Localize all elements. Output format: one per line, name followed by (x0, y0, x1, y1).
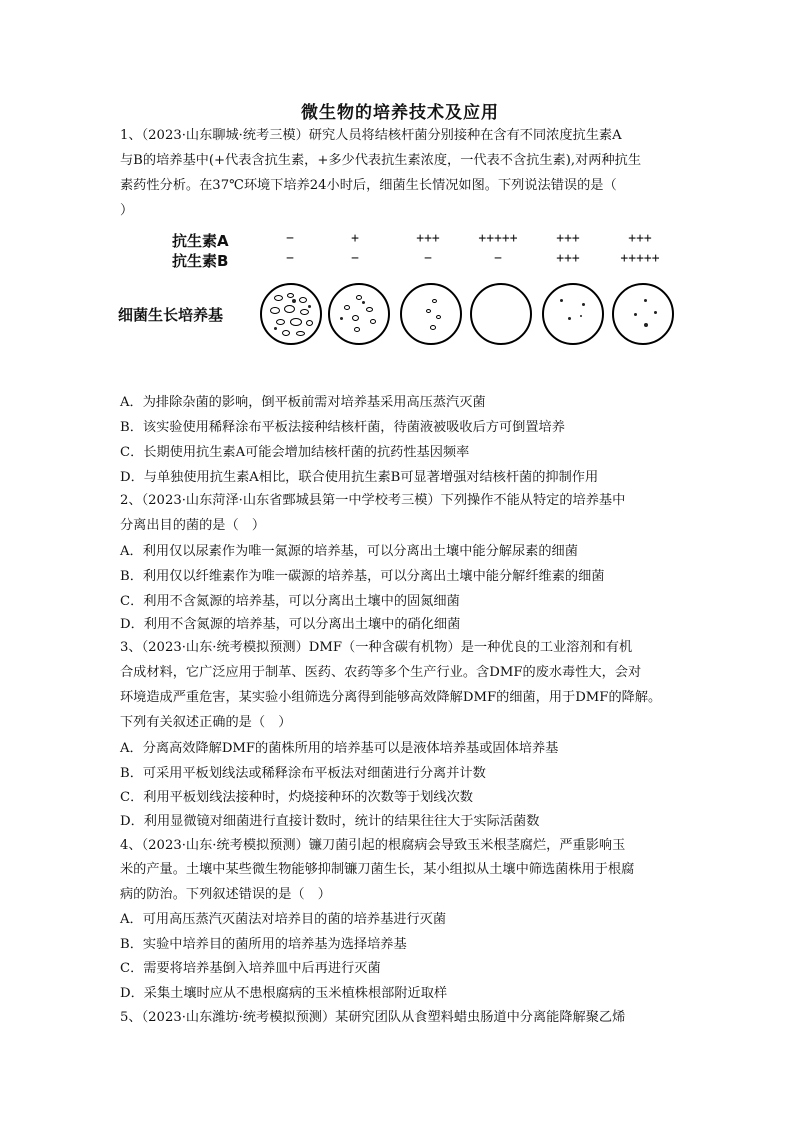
q5-stem-line: 5、（2023·山东潍坊·统考模拟预测）某研究团队从食塑料蜡虫肠道中分离能降解聚乙烯 (120, 1010, 626, 1025)
q1-option-b: B．该实验使用稀释涂布平板法接种结核杆菌，待菌液被吸收后方可倒置培养 (120, 420, 565, 435)
q2-stem-line: 分离出目的菌的是（ ） (120, 518, 266, 533)
antibiotic-a-level: + (351, 231, 359, 246)
q1-stem-line: 与B的培养基中(+代表含抗生素，+多少代表抗生素浓度，一代表不含抗生素),对两种抗生 (120, 153, 642, 168)
q2-stem-line: 2、（2023·山东菏泽·山东省鄄城县第一中学校考三模）下列操作不能从特定的培养基中 (120, 493, 626, 508)
q3-stem-line: 3、（2023·山东·统考模拟预测）DMF（一种含碳有机物）是一种优良的工业溶剂和有机 (120, 640, 633, 655)
q3-option-d: D．利用显微镜对细菌进行直接计数时，统计的结果往往大于实际活菌数 (120, 814, 540, 829)
q4-option-d: D．采集土壤时应从不患根腐病的玉米植株根部附近取样 (120, 986, 448, 1001)
q1-stem-line: 1、（2023·山东聊城·统考三模）研究人员将结核杆菌分别接种在含有不同浓度抗生素A (120, 128, 622, 143)
antibiotic-a-level: +++ (556, 231, 580, 246)
antibiotic-b-level: − (286, 251, 294, 266)
culture-medium-label: 细菌生长培养基 (118, 306, 224, 324)
q1-stem-line: 素药性分析。在37℃环境下培养24小时后，细菌生长情况如图。下列说法错误的是（ (120, 178, 617, 193)
q2-option-a: A．利用仅以尿素作为唯一氮源的培养基，可以分离出土壤中能分解尿素的细菌 (120, 544, 578, 559)
antibiotic-b-level: − (351, 251, 359, 266)
antibiotic-b-level: +++ (556, 251, 580, 266)
q3-stem-line: 合成材料，它广泛应用于制革、医药、农药等多个生产行业。含DMF的废水毒性大，会对 (120, 665, 642, 680)
antibiotic-b-label: 抗生素B (172, 252, 229, 270)
q3-option-c: C．利用平板划线法接种时，灼烧接种环的次数等于划线次数 (120, 790, 473, 805)
q1-stem-line: ） (120, 203, 134, 218)
q4-option-c: C．需要将培养基倒入培养皿中后再进行灭菌 (120, 961, 381, 976)
q2-option-d: D．利用不含氮源的培养基，可以分离出土壤中的硝化细菌 (120, 617, 461, 632)
q3-option-b: B．可采用平板划线法或稀释涂布平板法对细菌进行分离并计数 (120, 766, 486, 781)
page-title: 微生物的培养技术及应用 (301, 103, 499, 123)
antibiotic-a-level: − (286, 231, 294, 246)
q3-option-a: A．分离高效降解DMF的菌株所用的培养基可以是液体培养基或固体培养基 (120, 741, 559, 756)
antibiotic-a-level: +++ (416, 231, 440, 246)
petri-dish (542, 283, 604, 345)
q4-stem-line: 4、（2023·山东·统考模拟预测）镰刀菌引起的根腐病会导致玉米根茎腐烂，严重影响玉 (120, 838, 626, 853)
q2-option-b: B．利用仅以纤维素作为唯一碳源的培养基，可以分离出土壤中能分解纤维素的细菌 (120, 569, 605, 584)
q3-stem-line: 环境造成严重危害，某实验小组筛选分离得到能够高效降解DMF的细菌，用于DMF的降解。 (120, 690, 662, 705)
q4-stem-line: 米的产量。土壤中某些微生物能够抑制镰刀菌生长，某小组拟从土壤中筛选菌株用于根腐 (120, 862, 635, 877)
petri-dish (260, 283, 322, 345)
petri-dish (328, 283, 390, 345)
q1-option-d: D．与单独使用抗生素A相比，联合使用抗生素B可显著增强对结核杆菌的抑制作用 (120, 470, 599, 485)
antibiotic-b-level: − (424, 251, 432, 266)
antibiotic-a-level: +++ (628, 231, 652, 246)
q4-option-a: A．可用高压蒸汽灭菌法对培养目的菌的培养基进行灭菌 (120, 912, 447, 927)
petri-dish-figure (118, 228, 690, 358)
antibiotic-b-level: − (494, 251, 502, 266)
q1-option-a: A．为排除杂菌的影响，倒平板前需对培养基采用高压蒸汽灭菌 (120, 395, 486, 410)
petri-dish (612, 283, 674, 345)
q2-option-c: C．利用不含氮源的培养基，可以分离出土壤中的固氮细菌 (120, 594, 460, 609)
antibiotic-a-level: +++++ (478, 231, 518, 246)
q1-option-c: C．长期使用抗生素A可能会增加结核杆菌的抗药性基因频率 (120, 445, 470, 460)
antibiotic-b-level: +++++ (620, 251, 660, 266)
q4-option-b: B．实验中培养目的菌所用的培养基为选择培养基 (120, 937, 407, 952)
q4-stem-line: 病的防治。下列叙述错误的是（ ） (120, 887, 331, 902)
petri-dish (400, 283, 462, 345)
petri-dish (470, 283, 532, 345)
antibiotic-a-label: 抗生素A (172, 232, 229, 250)
q3-stem-line: 下列有关叙述正确的是（ ） (120, 715, 292, 730)
